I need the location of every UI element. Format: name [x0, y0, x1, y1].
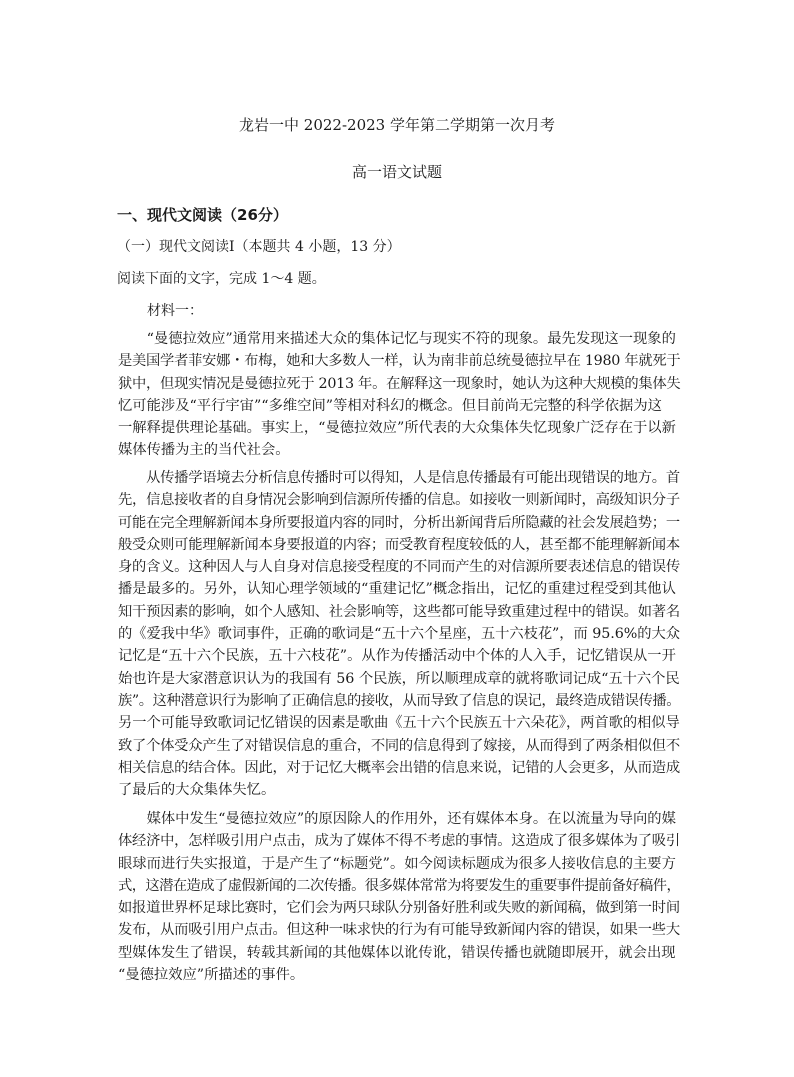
- paragraph-line: 另一个可能导致歌词记忆错误的因素是歌曲《五十六个民族五十六朵花》，两首歌的相似导: [118, 715, 680, 732]
- paragraph-line: 忆可能涉及“平行宇宙”“多维空间”等相对科幻的概念。但目前尚无完整的科学依据为这: [118, 397, 662, 414]
- paragraph-line: 一解释提供理论基础。事实上，“曼德拉效应”所代表的大众集体失忆现象广泛存在于以新: [118, 420, 676, 437]
- paragraph-line: 从传播学语境去分析信息传播时可以得知，人是信息传播最有可能出现错误的地方。首: [118, 470, 680, 486]
- exam-title: 龙岩一中 2022-2023 学年第二学期第一次月考: [239, 116, 555, 134]
- paragraph-line: 媒体中发生“曼德拉效应”的原因除人的作用外，还有媒体本身。在以流量为导向的媒: [118, 811, 676, 827]
- paragraph-line: 相关信息的结合体。因此，对于记忆大概率会出错的信息来说，记错的人会更多，从而造成: [118, 759, 680, 776]
- paragraph-line: 体经济中，怎样吸引用户点击，成为了媒体不得不考虑的事情。这造成了很多媒体为了吸引: [118, 833, 680, 850]
- paragraph-line: 如报道世界杯足球比赛时，它们会为两只球队分别备好胜利或失败的新闻稿，做到第一时间: [118, 900, 680, 917]
- paragraph-line: 型媒体发生了错误，转载其新闻的其他媒体以讹传讹，错误传播也就随即展开，就会出现: [118, 944, 676, 961]
- paragraph-line: “曼德拉效应”通常用来描述大众的集体记忆与现实不符的现象。最先发现这一现象的: [118, 331, 676, 347]
- paragraph-line: 是美国学者菲安娜・布梅，她和大多数人一样，认为南非前总统曼德拉早在 1980 年就死于: [118, 353, 681, 370]
- paragraph-line: 了最后的大众集体失忆。: [118, 782, 276, 799]
- paragraph-line: 发布，从而吸引用户点击。但这种一味求快的行为有可能导致新闻内容的错误，如果一些大: [118, 922, 680, 939]
- paragraph-line: 般受众则可能理解新闻本身要报道的内容；而受教育程度较低的人，甚至都不能理解新闻本: [118, 536, 680, 553]
- paragraph-line: 族”。这种潜意识行为影响了正确信息的接收，从而导致了信息的误记，最终造成错误传播。: [118, 692, 681, 709]
- paragraph-line: 的《爱我中华》歌词事件，正确的歌词是“五十六个星座，五十六枝花”，而 95.6%的大众: [118, 626, 680, 643]
- paragraph-line: 先，信息接收者的自身情况会影响到信源所传播的信息。如接收一则新闻时，高级知识分子: [118, 492, 680, 509]
- paragraph-line: “曼德拉效应”所描述的事件。: [118, 967, 305, 984]
- paragraph-line: 式，这潜在造成了虚假新闻的二次传播。很多媒体常常为将要发生的重要事件提前备好稿件，: [118, 877, 681, 894]
- paragraph-line: 始也许是大家潜意识认为的我国有 56 个民族，所以顺理成章的就将歌词记成“五十六个民: [118, 670, 680, 687]
- subject-title: 高一语文试题: [351, 163, 442, 181]
- paragraph-line: 眼球而进行失实报道，于是产生了“标题党”。如今阅读标题成为很多人接收信息的主要方: [118, 855, 676, 872]
- paragraph: [118, 328, 680, 462]
- paragraph-line: 记忆是“五十六个民族，五十六枝花”。从作为传播活动中个体的人入手，记忆错误从一开: [118, 648, 676, 665]
- subsection-heading: （一）现代文阅读Ⅰ（本题共 4 小题，13 分）: [117, 239, 401, 255]
- material-label: 材料一：: [147, 303, 203, 319]
- paragraph-line: 播是最多的。另外，认知心理学领域的“重建记忆”概念指出，记忆的重建过程受到其他认: [118, 581, 676, 598]
- paragraph: [118, 808, 680, 986]
- paragraph-line: 身的含义。这种因人与人自身对信息接受程度的不同而产生的对信源所要表述信息的错误传: [118, 559, 680, 576]
- paragraph-line: 可能在完全理解新闻本身所要报道内容的同时，分析出新闻背后所隐藏的社会发展趋势；一: [118, 514, 680, 531]
- section-heading: 一、现代文阅读（26分）: [117, 206, 288, 224]
- paragraph-line: 致了个体受众产生了对错误信息的重合，不同的信息得到了嫁接，从而得到了两条相似但不: [118, 737, 680, 754]
- paragraph: [118, 467, 680, 801]
- paragraph-line: 狱中，但现实情况是曼德拉死于 2013 年。在解释这一现象时，她认为这种大规模的集体失: [118, 375, 681, 392]
- reading-instruction: 阅读下面的文字，完成 1～4 题。: [117, 271, 326, 287]
- paragraph-line: 媒体传播为主的当代社会。: [118, 442, 290, 459]
- paragraph-line: 知干预因素的影响，如个人感知、社会影响等，这些都可能导致重建过程中的错误。如著名: [118, 603, 680, 620]
